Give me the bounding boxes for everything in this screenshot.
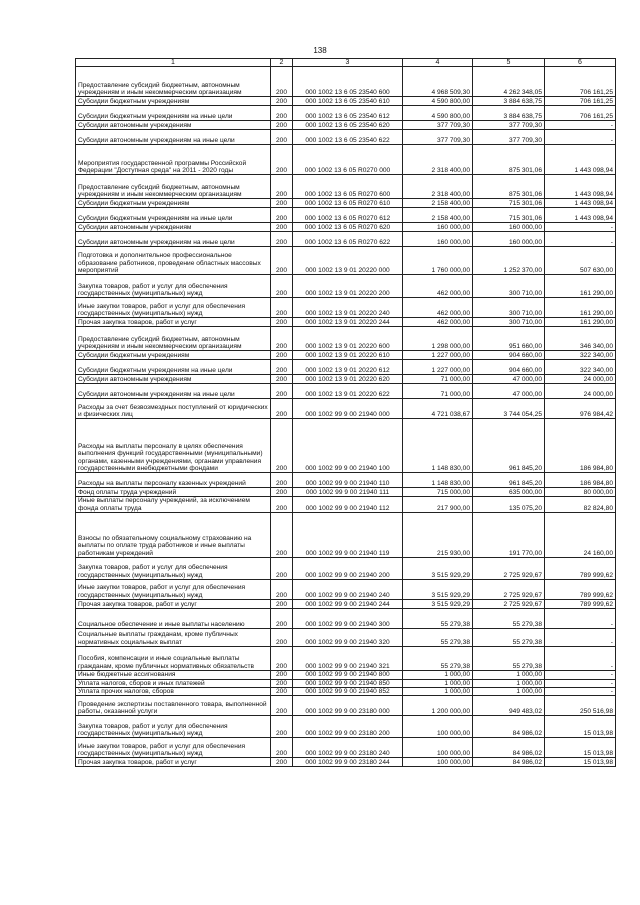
row-approved-cell: 1 000,00 (403, 671, 473, 679)
table-row (76, 175, 616, 199)
row-executed-cell: 949 483,02 (473, 696, 545, 716)
row-code-cell: 000 1002 13 9 01 20220 600 (293, 327, 403, 351)
row-executed-cell: 135 075,20 (473, 497, 545, 513)
row-name-cell: Закупка товаров, работ и услуг для обеспечения государственных (муниципальных) нужд (76, 558, 271, 580)
row-remaining-cell: 24 160,00 (545, 513, 616, 558)
row-remaining-cell: 322 340,00 (545, 351, 616, 360)
row-remaining-cell: 706 161,25 (545, 97, 616, 106)
row-remaining-cell: - (545, 679, 616, 687)
row-code-cell: 000 1002 13 9 01 20220 620 (293, 375, 403, 384)
row-remaining-cell: 976 984,42 (545, 399, 616, 419)
budget-table (75, 58, 616, 767)
table-row (76, 106, 616, 121)
row-remaining-cell: 789 999,62 (545, 558, 616, 580)
table-row (76, 130, 616, 145)
row-name-cell: Проведение экспертизы поставленного товара, выполненной работы, оказанной услуги (76, 696, 271, 716)
row-code-cell: 000 1002 99 9 00 21940 111 (293, 488, 403, 497)
row-executed-cell: 715 301,06 (473, 199, 545, 208)
row-executed-cell: 715 301,06 (473, 208, 545, 223)
row-executed-cell: 55 279,38 (473, 609, 545, 629)
row-executed-cell: 1 000,00 (473, 688, 545, 696)
row-executed-cell: 3 744 054,25 (473, 399, 545, 419)
row-executed-cell: 84 986,02 (473, 716, 545, 738)
row-approved-cell: 4 590 800,00 (403, 106, 473, 121)
table-row (76, 121, 616, 130)
row-code-cell: 000 1002 13 6 05 R0270 000 (293, 145, 403, 175)
row-remaining-cell: 24 000,00 (545, 375, 616, 384)
row-code-cell: 000 1002 13 6 05 R0270 610 (293, 199, 403, 208)
row-executed-cell: 160 000,00 (473, 232, 545, 247)
row-approved-cell: 2 158 400,00 (403, 199, 473, 208)
row-section-cell: 200 (271, 473, 293, 488)
row-section-cell: 200 (271, 384, 293, 399)
table-row (76, 497, 616, 513)
row-remaining-cell: 789 999,62 (545, 580, 616, 600)
row-name-cell: Социальное обеспечение и иные выплаты населению (76, 609, 271, 629)
row-name-cell: Субсидии бюджетным учреждениям (76, 199, 271, 208)
row-name-cell: Предоставление субсидий бюджетным, автономным учреждениям и иным некоммерческим организациям (76, 67, 271, 97)
row-remaining-cell: - (545, 223, 616, 232)
row-remaining-cell: 1 443 098,94 (545, 175, 616, 199)
row-remaining-cell: 15 013,98 (545, 738, 616, 758)
row-approved-cell: 3 515 929,29 (403, 600, 473, 609)
row-code-cell: 000 1002 13 6 05 R0270 600 (293, 175, 403, 199)
row-executed-cell: 961 845,20 (473, 473, 545, 488)
row-executed-cell: 1 000,00 (473, 671, 545, 679)
row-name-cell: Субсидии автономным учреждениям (76, 121, 271, 130)
row-approved-cell: 100 000,00 (403, 738, 473, 758)
row-approved-cell: 2 318 400,00 (403, 145, 473, 175)
row-section-cell: 200 (271, 679, 293, 687)
row-name-cell: Прочая закупка товаров, работ и услуг (76, 318, 271, 327)
table-row (76, 247, 616, 275)
row-section-cell: 200 (271, 327, 293, 351)
row-name-cell: Субсидии бюджетным учреждениям на иные цели (76, 106, 271, 121)
table-row (76, 223, 616, 232)
row-approved-cell: 100 000,00 (403, 716, 473, 738)
row-name-cell: Иные бюджетные ассигнования (76, 671, 271, 679)
row-section-cell: 200 (271, 688, 293, 696)
row-section-cell: 200 (271, 318, 293, 327)
row-code-cell: 000 1002 13 9 01 20220 000 (293, 247, 403, 275)
row-name-cell: Субсидии автономным учреждениям (76, 375, 271, 384)
row-approved-cell: 377 709,30 (403, 130, 473, 145)
row-approved-cell: 4 968 509,30 (403, 67, 473, 97)
row-executed-cell: 84 986,02 (473, 758, 545, 767)
row-section-cell: 200 (271, 223, 293, 232)
row-name-cell: Расходы на выплаты персоналу в целях обеспечения выполнения функций государственными (муниципальными) органами, казенными учреждениями, органами управления государственными внебюджетными фондами (76, 419, 271, 473)
row-remaining-cell: 15 013,98 (545, 716, 616, 738)
row-code-cell: 000 1002 99 9 00 21940 112 (293, 497, 403, 513)
row-executed-cell: 875 301,06 (473, 145, 545, 175)
row-section-cell: 200 (271, 375, 293, 384)
row-section-cell: 200 (271, 647, 293, 671)
row-remaining-cell: 1 443 098,94 (545, 145, 616, 175)
row-name-cell: Расходы на выплаты персоналу казенных учреждений (76, 473, 271, 488)
row-name-cell: Предоставление субсидий бюджетным, автономным учреждениям и иным некоммерческим организациям (76, 175, 271, 199)
row-remaining-cell: 322 340,00 (545, 360, 616, 375)
row-section-cell: 200 (271, 580, 293, 600)
row-approved-cell: 1 298 000,00 (403, 327, 473, 351)
row-section-cell: 200 (271, 351, 293, 360)
table-row (76, 696, 616, 716)
row-section-cell: 200 (271, 600, 293, 609)
row-code-cell: 000 1002 99 9 00 23180 000 (293, 696, 403, 716)
row-code-cell: 000 1002 99 9 00 21940 240 (293, 580, 403, 600)
row-code-cell: 000 1002 99 9 00 23180 200 (293, 716, 403, 738)
row-name-cell: Взносы по обязательному социальному страхованию на выплаты по оплате труда работников и иные выплаты работникам учреждений (76, 513, 271, 558)
row-name-cell: Закупка товаров, работ и услуг для обеспечения государственных (муниципальных) нужд (76, 716, 271, 738)
row-executed-cell: 3 884 638,75 (473, 106, 545, 121)
table-row (76, 716, 616, 738)
row-section-cell: 200 (271, 106, 293, 121)
row-section-cell: 200 (271, 696, 293, 716)
row-approved-cell: 71 000,00 (403, 384, 473, 399)
table-row (76, 671, 616, 679)
row-name-cell: Уплата прочих налогов, сборов (76, 688, 271, 696)
row-remaining-cell: 161 290,00 (545, 275, 616, 298)
row-remaining-cell: 1 443 098,94 (545, 199, 616, 208)
row-approved-cell: 71 000,00 (403, 375, 473, 384)
row-remaining-cell: 186 984,80 (545, 473, 616, 488)
row-approved-cell: 715 000,00 (403, 488, 473, 497)
row-approved-cell: 160 000,00 (403, 223, 473, 232)
row-name-cell: Иные выплаты персоналу учреждений, за исключением фонда оплаты труда (76, 497, 271, 513)
row-section-cell: 200 (271, 360, 293, 375)
row-code-cell: 000 1002 99 9 00 21940 244 (293, 600, 403, 609)
row-section-cell: 200 (271, 247, 293, 275)
row-remaining-cell: 80 000,00 (545, 488, 616, 497)
row-remaining-cell: 706 161,25 (545, 67, 616, 97)
row-section-cell: 200 (271, 738, 293, 758)
table-row (76, 97, 616, 106)
table-row (76, 67, 616, 97)
row-executed-cell: 47 000,00 (473, 384, 545, 399)
row-executed-cell: 377 709,30 (473, 121, 545, 130)
row-name-cell: Субсидии автономным учреждениям на иные цели (76, 384, 271, 399)
row-code-cell: 000 1002 13 6 05 23540 600 (293, 67, 403, 97)
row-code-cell: 000 1002 13 6 05 23540 610 (293, 97, 403, 106)
table-row (76, 375, 616, 384)
row-remaining-cell: - (545, 232, 616, 247)
row-name-cell: Подготовка и дополнительное профессиональное образование работников, проведение областных массовых мероприятий (76, 247, 271, 275)
row-code-cell: 000 1002 13 6 05 R0270 620 (293, 223, 403, 232)
row-code-cell: 000 1002 13 9 01 20220 610 (293, 351, 403, 360)
row-code-cell: 000 1002 13 9 01 20220 622 (293, 384, 403, 399)
row-name-cell: Расходы за счет безвозмездных поступлений от юридических и физических лиц (76, 399, 271, 419)
row-name-cell: Прочая закупка товаров, работ и услуг (76, 600, 271, 609)
row-approved-cell: 1 200 000,00 (403, 696, 473, 716)
row-section-cell: 200 (271, 97, 293, 106)
table-row (76, 199, 616, 208)
row-executed-cell: 1 000,00 (473, 679, 545, 687)
row-approved-cell: 2 318 400,00 (403, 175, 473, 199)
row-name-cell: Субсидии бюджетным учреждениям (76, 97, 271, 106)
row-code-cell: 000 1002 99 9 00 21940 100 (293, 419, 403, 473)
table-row (76, 419, 616, 473)
table-header-row (76, 59, 616, 67)
row-remaining-cell: 507 630,00 (545, 247, 616, 275)
row-remaining-cell: - (545, 629, 616, 647)
row-approved-cell: 1 760 000,00 (403, 247, 473, 275)
row-remaining-cell: - (545, 647, 616, 671)
row-remaining-cell: 1 443 098,94 (545, 208, 616, 223)
row-approved-cell: 215 930,00 (403, 513, 473, 558)
row-name-cell: Иные закупки товаров, работ и услуг для обеспечения государственных (муниципальных) нужд (76, 738, 271, 758)
table-row (76, 600, 616, 609)
row-approved-cell: 55 279,38 (403, 609, 473, 629)
row-executed-cell: 160 000,00 (473, 223, 545, 232)
row-section-cell: 200 (271, 758, 293, 767)
table-row (76, 738, 616, 758)
row-section-cell: 200 (271, 130, 293, 145)
row-code-cell: 000 1002 99 9 00 21940 800 (293, 671, 403, 679)
row-name-cell: Мероприятия государственной программы Российской Федерации "Доступная среда" на 2011 - 2020 годы (76, 145, 271, 175)
row-approved-cell: 1 227 000,00 (403, 360, 473, 375)
row-name-cell: Субсидии бюджетным учреждениям (76, 351, 271, 360)
row-remaining-cell: 15 013,98 (545, 758, 616, 767)
row-code-cell: 000 1002 99 9 00 21940 852 (293, 688, 403, 696)
row-code-cell: 000 1002 99 9 00 21940 119 (293, 513, 403, 558)
row-executed-cell: 951 660,00 (473, 327, 545, 351)
table-row (76, 679, 616, 687)
row-name-cell: Закупка товаров, работ и услуг для обеспечения государственных (муниципальных) нужд (76, 275, 271, 298)
row-approved-cell: 160 000,00 (403, 232, 473, 247)
row-section-cell: 200 (271, 275, 293, 298)
row-remaining-cell: 706 161,25 (545, 106, 616, 121)
row-code-cell: 000 1002 99 9 00 21940 850 (293, 679, 403, 687)
page-number: 138 (313, 46, 327, 55)
row-approved-cell: 1 000,00 (403, 688, 473, 696)
row-executed-cell: 1 252 370,00 (473, 247, 545, 275)
row-executed-cell: 55 279,38 (473, 647, 545, 671)
row-remaining-cell: - (545, 671, 616, 679)
row-approved-cell: 1 148 830,00 (403, 419, 473, 473)
table-row (76, 360, 616, 375)
row-approved-cell: 1 148 830,00 (403, 473, 473, 488)
row-section-cell: 200 (271, 513, 293, 558)
row-executed-cell: 3 884 638,75 (473, 97, 545, 106)
table-row (76, 558, 616, 580)
row-remaining-cell: - (545, 688, 616, 696)
row-code-cell: 000 1002 99 9 00 23180 240 (293, 738, 403, 758)
table-row (76, 384, 616, 399)
row-section-cell: 200 (271, 232, 293, 247)
row-remaining-cell: - (545, 130, 616, 145)
row-executed-cell: 875 301,06 (473, 175, 545, 199)
row-approved-cell: 377 709,30 (403, 121, 473, 130)
row-executed-cell: 2 725 929,67 (473, 558, 545, 580)
row-approved-cell: 2 158 400,00 (403, 208, 473, 223)
row-executed-cell: 2 725 929,67 (473, 600, 545, 609)
column-header: 1 (76, 59, 271, 67)
row-name-cell: Субсидии автономным учреждениям на иные цели (76, 232, 271, 247)
row-code-cell: 000 1002 13 6 05 23540 620 (293, 121, 403, 130)
row-remaining-cell: 789 999,62 (545, 600, 616, 609)
row-section-cell: 200 (271, 175, 293, 199)
table-row (76, 758, 616, 767)
row-remaining-cell: 82 824,80 (545, 497, 616, 513)
row-remaining-cell: 161 290,00 (545, 318, 616, 327)
row-approved-cell: 3 515 929,29 (403, 580, 473, 600)
row-code-cell: 000 1002 13 6 05 23540 622 (293, 130, 403, 145)
row-code-cell: 000 1002 13 9 01 20220 244 (293, 318, 403, 327)
row-remaining-cell: 346 340,00 (545, 327, 616, 351)
row-section-cell: 200 (271, 558, 293, 580)
row-section-cell: 200 (271, 419, 293, 473)
row-section-cell: 200 (271, 145, 293, 175)
table-row (76, 145, 616, 175)
row-remaining-cell: - (545, 121, 616, 130)
row-executed-cell: 904 660,00 (473, 351, 545, 360)
row-code-cell: 000 1002 13 9 01 20220 240 (293, 298, 403, 318)
table-row (76, 399, 616, 419)
row-remaining-cell: 250 516,98 (545, 696, 616, 716)
row-name-cell: Субсидии автономным учреждениям (76, 223, 271, 232)
table-row (76, 327, 616, 351)
row-approved-cell: 217 900,00 (403, 497, 473, 513)
table-row (76, 629, 616, 647)
row-remaining-cell: 186 984,80 (545, 419, 616, 473)
row-code-cell: 000 1002 13 9 01 20220 612 (293, 360, 403, 375)
row-code-cell: 000 1002 99 9 00 21940 200 (293, 558, 403, 580)
row-section-cell: 200 (271, 199, 293, 208)
row-executed-cell: 55 279,38 (473, 629, 545, 647)
row-code-cell: 000 1002 99 9 00 21940 110 (293, 473, 403, 488)
row-executed-cell: 84 986,02 (473, 738, 545, 758)
row-code-cell: 000 1002 13 6 05 23540 612 (293, 106, 403, 121)
row-name-cell: Иные закупки товаров, работ и услуг для обеспечения государственных (муниципальных) нужд (76, 298, 271, 318)
row-approved-cell: 4 590 800,00 (403, 97, 473, 106)
column-header: 6 (545, 59, 616, 67)
row-executed-cell: 191 770,00 (473, 513, 545, 558)
table-row (76, 208, 616, 223)
row-code-cell: 000 1002 99 9 00 21940 320 (293, 629, 403, 647)
row-executed-cell: 904 660,00 (473, 360, 545, 375)
row-approved-cell: 55 279,38 (403, 629, 473, 647)
row-approved-cell: 1 000,00 (403, 679, 473, 687)
row-section-cell: 200 (271, 497, 293, 513)
row-remaining-cell: - (545, 609, 616, 629)
table-row (76, 232, 616, 247)
row-approved-cell: 462 000,00 (403, 275, 473, 298)
table-row (76, 609, 616, 629)
row-approved-cell: 1 227 000,00 (403, 351, 473, 360)
row-code-cell: 000 1002 99 9 00 23180 244 (293, 758, 403, 767)
row-section-cell: 200 (271, 399, 293, 419)
table-row (76, 275, 616, 298)
row-name-cell: Уплата налогов, сборов и иных платежей (76, 679, 271, 687)
row-name-cell: Субсидии бюджетным учреждениям на иные цели (76, 208, 271, 223)
row-executed-cell: 300 710,00 (473, 275, 545, 298)
row-name-cell: Субсидии автономным учреждениям на иные цели (76, 130, 271, 145)
row-executed-cell: 2 725 929,67 (473, 580, 545, 600)
row-code-cell: 000 1002 99 9 00 21940 321 (293, 647, 403, 671)
table-row (76, 513, 616, 558)
row-executed-cell: 47 000,00 (473, 375, 545, 384)
row-code-cell: 000 1002 13 6 05 R0270 612 (293, 208, 403, 223)
row-section-cell: 200 (271, 208, 293, 223)
column-header: 2 (271, 59, 293, 67)
row-executed-cell: 4 262 348,05 (473, 67, 545, 97)
row-section-cell: 200 (271, 671, 293, 679)
row-section-cell: 200 (271, 488, 293, 497)
row-approved-cell: 3 515 929,29 (403, 558, 473, 580)
row-approved-cell: 100 000,00 (403, 758, 473, 767)
column-header: 4 (403, 59, 473, 67)
row-executed-cell: 300 710,00 (473, 318, 545, 327)
table-row (76, 688, 616, 696)
row-section-cell: 200 (271, 298, 293, 318)
row-executed-cell: 300 710,00 (473, 298, 545, 318)
row-remaining-cell: 161 290,00 (545, 298, 616, 318)
row-name-cell: Пособия, компенсации и иные социальные выплаты гражданам, кроме публичных нормативных обязательств (76, 647, 271, 671)
row-name-cell: Предоставление субсидий бюджетным, автономным учреждениям и иным некоммерческим организациям (76, 327, 271, 351)
table-row (76, 488, 616, 497)
table-row (76, 351, 616, 360)
row-section-cell: 200 (271, 121, 293, 130)
row-name-cell: Субсидии бюджетным учреждениям на иные цели (76, 360, 271, 375)
column-header: 5 (473, 59, 545, 67)
table-row (76, 298, 616, 318)
row-code-cell: 000 1002 99 9 00 21940 300 (293, 609, 403, 629)
table-row (76, 318, 616, 327)
row-name-cell: Прочая закупка товаров, работ и услуг (76, 758, 271, 767)
row-code-cell: 000 1002 13 9 01 20220 200 (293, 275, 403, 298)
row-executed-cell: 377 709,30 (473, 130, 545, 145)
row-approved-cell: 55 279,38 (403, 647, 473, 671)
table-row (76, 647, 616, 671)
row-approved-cell: 4 721 038,67 (403, 399, 473, 419)
row-name-cell: Иные закупки товаров, работ и услуг для обеспечения государственных (муниципальных) нужд (76, 580, 271, 600)
row-section-cell: 200 (271, 716, 293, 738)
table-row (76, 580, 616, 600)
table-row (76, 473, 616, 488)
column-header: 3 (293, 59, 403, 67)
row-section-cell: 200 (271, 629, 293, 647)
row-code-cell: 000 1002 13 6 05 R0270 622 (293, 232, 403, 247)
row-name-cell: Социальные выплаты гражданам, кроме публичных нормативных социальных выплат (76, 629, 271, 647)
row-section-cell: 200 (271, 609, 293, 629)
row-name-cell: Фонд оплаты труда учреждений (76, 488, 271, 497)
row-section-cell: 200 (271, 67, 293, 97)
row-executed-cell: 961 845,20 (473, 419, 545, 473)
row-executed-cell: 635 000,00 (473, 488, 545, 497)
row-remaining-cell: 24 000,00 (545, 384, 616, 399)
row-code-cell: 000 1002 99 9 00 21940 000 (293, 399, 403, 419)
row-approved-cell: 462 000,00 (403, 318, 473, 327)
row-approved-cell: 462 000,00 (403, 298, 473, 318)
